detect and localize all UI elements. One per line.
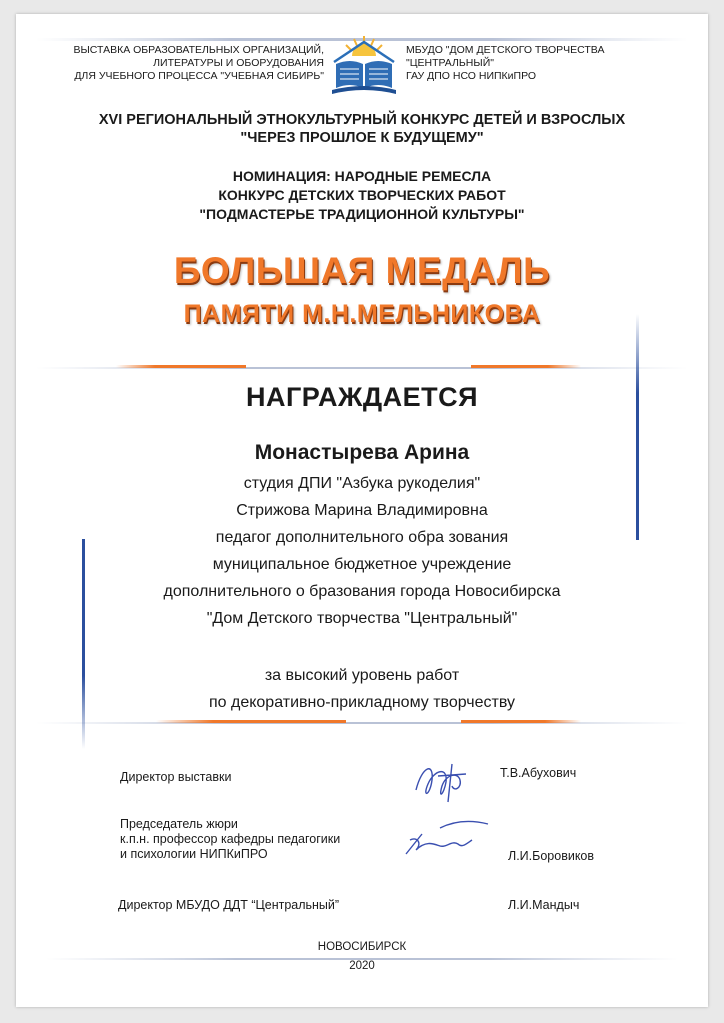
nomination-block: [16, 167, 708, 224]
medal-title: БОЛЬШАЯ МЕДАЛЬ: [173, 250, 551, 291]
award-reason: [16, 662, 708, 716]
organizer-exhibition-line: ДЛЯ УЧЕБНОГО ПРОЦЕССА "УЧЕБНАЯ СИБИРЬ": [74, 70, 324, 82]
organizer-exhibition-line: ВЫСТАВКА ОБРАЗОВАТЕЛЬНЫХ ОРГАНИЗАЦИЙ,: [73, 44, 324, 56]
jury-chair-line: Председатель жюри: [120, 817, 238, 831]
contest-title-line: "ЧЕРЕЗ ПРОШЛОЕ К БУДУЩЕМУ": [240, 130, 484, 146]
recipient-detail-line: студия ДПИ "Азбука рукоделия": [243, 475, 481, 492]
director-signature: [408, 756, 488, 806]
jury-chair-signature: [400, 814, 496, 864]
footer-year: 2020: [349, 960, 375, 972]
award-reason-line: за высокий уровень работ: [264, 667, 460, 684]
orange-accent-right: [471, 365, 581, 368]
nomination-line: КОНКУРС ДЕТСКИХ ТВОРЧЕСКИХ РАБОТ: [218, 187, 506, 203]
nomination-line: "ПОДМАСТЕРЬЕ ТРАДИЦИОННОЙ КУЛЬТУРЫ": [199, 206, 525, 222]
contest-title-line: XVI РЕГИОНАЛЬНЫЙ ЭТНОКУЛЬТУРНЫЙ КОНКУРС ДЕТЕЙ И ВЗРОСЛЫХ: [98, 112, 626, 128]
ddt-director-title: Директор МБУДО ДДТ “Центральный”: [118, 898, 340, 912]
recipient-detail-line: дополнительного о бразования города Новосибирска: [163, 583, 561, 600]
awarded-heading: НАГРАЖДАЕТСЯ: [246, 382, 478, 412]
award-reason-line: по декоративно-прикладному творчеству: [208, 694, 515, 711]
organizer-ddt-line: ГАУ ДПО НСО НИПКиПРО: [406, 70, 537, 82]
open-book-sun-icon: [328, 32, 400, 100]
orange-accent-left: [116, 365, 246, 368]
jury-chair-line: и психологии НИПКиПРО: [120, 847, 268, 861]
organizer-exhibition: [38, 44, 324, 83]
recipient-detail-line: "Дом Детского творчества "Центральный": [206, 610, 518, 627]
recipient-detail-line: Стрижова Марина Владимировна: [236, 502, 488, 519]
jury-chair-title: [120, 817, 340, 862]
footer: [16, 938, 708, 976]
jury-chair-name: Л.И.Боровиков: [508, 849, 595, 863]
orange-accent-bottom-left: [156, 720, 346, 723]
recipient-detail-line: педагог дополнительного обра зования: [215, 529, 509, 546]
certificate-sheet: [16, 14, 708, 1007]
orange-accent-bottom-right: [461, 720, 581, 723]
organizer-ddt-line: МБУДО "ДОМ ДЕТСКОГО ТВОРЧЕСТВА: [406, 44, 605, 56]
recipient-name: Монастырева Арина: [254, 441, 470, 464]
recipient-details: [16, 470, 708, 632]
organizer-ddt: [406, 44, 696, 83]
director-name: Т.В.Абухович: [500, 766, 577, 780]
nomination-line: НОМИНАЦИЯ: НАРОДНЫЕ РЕМЕСЛА: [232, 168, 492, 184]
organizer-ddt-line: "ЦЕНТРАЛЬНЫЙ": [406, 57, 494, 69]
ddt-director-name: Л.И.Мандыч: [508, 898, 580, 912]
contest-title: [16, 111, 708, 147]
director-title: Директор выставки: [120, 770, 232, 784]
medal-subtitle: ПАМЯТИ М.Н.МЕЛЬНИКОВА: [183, 300, 541, 328]
jury-chair-line: к.п.н. профессор кафедры педагогики: [120, 832, 341, 846]
organizer-exhibition-line: ЛИТЕРАТУРЫ И ОБОРУДОВАНИЯ: [153, 57, 324, 69]
footer-city: НОВОСИБИРСК: [317, 941, 407, 953]
recipient-detail-line: муниципальное бюджетное учреждение: [212, 556, 512, 573]
